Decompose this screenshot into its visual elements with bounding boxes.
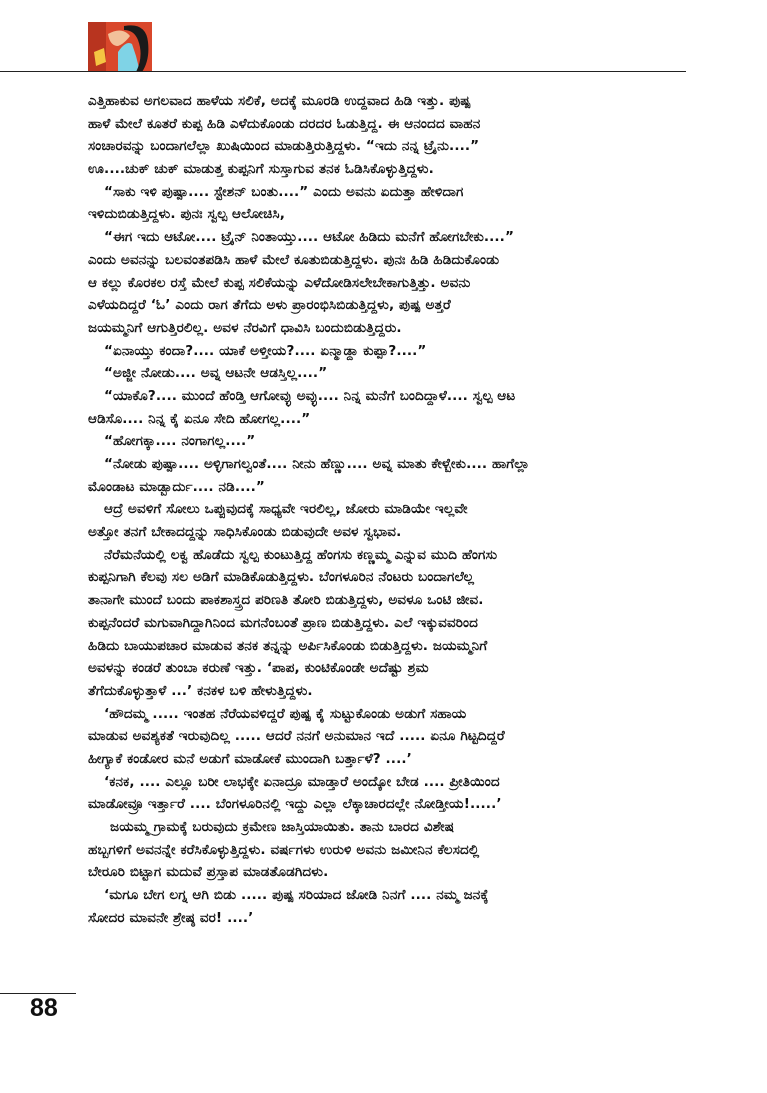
text-line: ಅತ್ತೋ ತನಗೆ ಬೇಕಾದದ್ದನ್ನು ಸಾಧಿಸಿಕೊಂಡು ಬಿಡುವುದೇ ಅವಳ ಸ್ವಭಾವ.	[88, 524, 402, 541]
text-line: ಊ....ಚುಕ್ ಚುಕ್ ಮಾಡುತ್ತ ಕುಪ್ಪನಿಗೆ ಸುಸ್ತಾಗುವ ತನಕ ಓಡಿಸಿಕೊಳ್ಳುತ್ತಿದ್ದಳು.	[88, 161, 434, 178]
page-number: 88	[30, 994, 58, 1022]
text-line: ಕುಪ್ಪನಿಗಾಗಿ ಕೆಲವು ಸಲ ಅಡಿಗೆ ಮಾಡಿಕೊಡುತ್ತಿದ್ದಳು. ಬೆಂಗಳೂರಿನ ನೆಂಟರು ಬಂದಾಗಲೆಲ್ಲ	[88, 569, 474, 586]
text-line: ಸೋದರ ಮಾವನೇ ಶ್ರೇಷ್ಠ ವರ! ....’	[88, 909, 254, 926]
text-line: ಸಂಚಾರವನ್ನು ಬಂದಾಗಲೆಲ್ಲಾ ಖುಷಿಯಿಂದ ಮಾಡುತ್ತಿರುತ್ತಿದ್ದಳು. “ಇದು ನನ್ನ ಟ್ರೈನು....”	[88, 138, 480, 155]
text-line: ‘ಹೌದಮ್ಮ ..... ಇಂತಹ ನೆರೆಯವಳಿದ್ದರೆ ಪುಷ್ಪ ಕೈ ಸುಟ್ಟುಕೊಂಡು ಅಡುಗೆ ಸಹಾಯ	[104, 705, 467, 722]
text-line: ಬೇರೂರಿ ಬಿಟ್ಟಾಗ ಮದುವೆ ಪ್ರಸ್ತಾಪ ಮಾಡತೊಡಗಿದಳು.	[88, 864, 329, 881]
text-line: ಮೊಂಡಾಟ ಮಾಡ್ಬಾರ್ದು.... ನಡಿ....”	[88, 478, 265, 495]
text-line: ಹಬ್ಬಗಳಿಗೆ ಅವನನ್ನೇ ಕರೆಸಿಕೊಳ್ಳುತ್ತಿದ್ದಳು. ವರ್ಷಗಳು ಉರುಳಿ ಅವನು ಜಮೀನಿನ ಕೆಲಸದಲ್ಲಿ	[88, 841, 480, 858]
body-text	[88, 90, 674, 929]
text-line: ಅವಳನ್ನು ಕಂಡರೆ ತುಂಬಾ ಕರುಣೆ ಇತ್ತು. ‘ಪಾಪ, ಕುಂಟಿಕೊಂಡೇ ಅದೆಷ್ಟು ಶ್ರಮ	[88, 660, 429, 677]
text-line: ‘ಕನಕ, .... ಎಲ್ಲೂ ಬರೀ ಲಾಭಕ್ಕೇ ಏನಾದ್ರೂ ಮಾಡ್ತಾರೆ ಅಂದ್ಕೋ ಬೇಡ .... ಪ್ರೀತಿಯಿಂದ	[104, 773, 500, 790]
text-line: ಹೀಗ್ಯಾಕೆ ಕಂಡೋರ ಮನೆ ಅಡುಗೆ ಮಾಡೋಕೆ ಮುಂದಾಗಿ ಬರ್ತ್ತಾಳೆ? ....’	[88, 750, 412, 767]
text-line: ಮಾಡೋವ್ರೂ ಇರ್ತ್ತಾರೆ .... ಬೆಂಗಳೂರಿನಲ್ಲಿ ಇದ್ದು ಎಲ್ಲಾ ಲೆಕ್ಕಾಚಾರದಲ್ಲೇ ನೋಡ್ತೀಯ!.....’	[88, 796, 502, 813]
text-line: “ಯಾಕೊ?.... ಮುಂದೆ ಹೆಂಡ್ತಿ ಆಗೋವ್ಳು ಅವ್ಳು.... ನಿನ್ನ ಮನೆಗೆ ಬಂದಿದ್ದಾಳೆ.... ಸ್ವಲ್ಪ ಆಟ	[104, 387, 516, 404]
text-line: ಹಾಳೆ ಮೇಲೆ ಕೂತರೆ ಕುಪ್ಪ ಹಿಡಿ ಎಳೆದುಕೊಂಡು ದರದರ ಓಡುತ್ತಿದ್ದ. ಈ ಆನಂದದ ವಾಹನ	[88, 115, 481, 132]
text-line: ಇಳಿದುಬಿಡುತ್ತಿದ್ದಳು. ಪುನಃ ಸ್ವಲ್ಪ ಆಲೋಚಿಸಿ,	[88, 206, 285, 223]
text-line: ಎತ್ತಿಹಾಕುವ ಅಗಲವಾದ ಹಾಳೆಯ ಸಲಿಕೆ, ಅದಕ್ಕೆ ಮೂರಡಿ ಉದ್ದವಾದ ಹಿಡಿ ಇತ್ತು. ಪುಷ್ಪ	[88, 93, 471, 109]
text-line: “ಸಾಕು ಇಳಿ ಪುಷ್ಪಾ.... ಸ್ಟೇಶನ್ ಬಂತು....” ಎಂದು ಅವನು ಏದುತ್ತಾ ಹೇಳಿದಾಗ	[104, 183, 464, 200]
text-line: ನೆರೆಮನೆಯಲ್ಲಿ ಲಕ್ವ ಹೊಡೆದು ಸ್ವಲ್ಪ ಕುಂಟುತ್ತಿದ್ದ ಹೆಂಗಸು ಕಣ್ಣಮ್ಮ ಎನ್ನುವ ಮುದಿ ಹೆಂಗಸು	[104, 546, 498, 563]
text-line: ಆಡಿಸೊ.... ನಿನ್ನ ಕೈ ಏನೂ ಸೇದಿ ಹೋಗಲ್ಲ....”	[88, 410, 311, 427]
text-line: ಜಯಮ್ಮನಿಗೆ ಆಗುತ್ತಿರಲಿಲ್ಲ. ಅವಳ ನೆರವಿಗೆ ಧಾವಿಸಿ ಬಂದುಬಿಡುತ್ತಿದ್ದರು.	[88, 319, 402, 336]
text-line: ಆದ್ರೆ ಅವಳಿಗೆ ಸೋಲು ಒಪ್ಪುವುದಕ್ಕೆ ಸಾಧ್ಯವೇ ಇರಲಿಲ್ಲ, ಜೋರು ಮಾಡಿಯೇ ಇಲ್ಲವೇ	[104, 501, 468, 518]
text-line: ಕುಪ್ಪನೆಂದರೆ ಮಗುವಾಗಿದ್ದಾಗಿನಿಂದ ಮಗನೆಂಬಂತೆ ಪ್ರಾಣ ಬಿಡುತ್ತಿದ್ದಳು. ಎಲೆ ಇಕ್ಕುವವರಿಂದ	[88, 614, 478, 631]
text-line: ಎಳೆಯದಿದ್ದರೆ ‘ಓ’ ಎಂದು ರಾಗ ತೆಗೆದು ಅಳು ಪ್ರಾರಂಭಿಸಿಬಿಡುತ್ತಿದ್ದಳು, ಪುಷ್ಪ ಅತ್ತರೆ	[88, 297, 451, 314]
text-line: ಜಯಮ್ಮ ಗ್ರಾಮಕ್ಕೆ ಬರುವುದು ಕ್ರಮೇಣ ಜಾಸ್ತಿಯಾಯಿತು. ತಾನು ಬಾರದ ವಿಶೇಷ	[110, 819, 455, 835]
text-line: ತಾನಾಗೇ ಮುಂದೆ ಬಂದು ಪಾಕಶಾಸ್ತ್ರದ ಪರಿಣತಿ ತೋರಿ ಬಿಡುತ್ತಿದ್ದಳು, ಅವಳೂ ಒಂಟಿ ಜೀವ.	[88, 592, 484, 609]
text-line: ಆ ಕಲ್ಲು ಕೊರಕಲ ರಸ್ತೆ ಮೇಲೆ ಕುಪ್ಪ ಸಲಿಕೆಯನ್ನು ಎಳೆದೋಡಿಸಲೇಬೇಕಾಗುತ್ತಿತ್ತು. ಅವನು	[88, 274, 471, 291]
text-line: “ಈಗ ಇದು ಆಟೋ.... ಟ್ರೈನ್ ನಿಂತಾಯ್ತು.... ಆಟೋ ಹಿಡಿದು ಮನೆಗೆ ಹೋಗಬೇಕು....”	[104, 229, 514, 246]
text-line: “ಹೋಗಕ್ಕಾ.... ನಂಗಾಗಲ್ಲ....”	[104, 433, 256, 450]
text-line: “ನೋಡು ಪುಷ್ಪಾ.... ಅಳ್ಳಿಗಾಗಲ್ವಂತೆ.... ನೀನು ಹೆಣ್ಣು.... ಅವ್ನ ಮಾತು ಕೇಳ್ಬೇಕು.... ಹಾಗೆಲ್ಲಾ	[104, 456, 530, 472]
header-rule	[0, 71, 686, 72]
publication-logo	[88, 22, 152, 72]
text-line: ಎಂದು ಅವನನ್ನು ಬಲವಂತಪಡಿಸಿ ಹಾಳೆ ಮೇಲೆ ಕೂತುಬಿಡುತ್ತಿದ್ದಳು. ಪುನಃ ಹಿಡಿ ಹಿಡಿದುಕೊಂಡು	[88, 251, 500, 268]
text-line: “ಅಜ್ಜೀ ನೋಡು.... ಅವ್ನ ಆಟನೇ ಆಡಸ್ತಿಲ್ಲ....”	[104, 365, 328, 382]
text-line: ತೆಗೆದುಕೊಳ್ಳುತ್ತಾಳೆ ...’ ಕನಕಳ ಬಳಿ ಹೇಳುತ್ತಿದ್ದಳು.	[88, 682, 313, 699]
text-line: ಹಿಡಿದು ಬಾಯುಪಚಾರ ಮಾಡುವ ತನಕ ತನ್ನನ್ನು ಅರ್ಪಿಸಿಕೊಂಡು ಬಿಡುತ್ತಿದ್ದಳು. ಜಯಮ್ಮನಿಗೆ	[88, 637, 488, 654]
text-line: “ಏನಾಯ್ತು ಕಂದಾ?.... ಯಾಕೆ ಅಳ್ತೀಯ?.... ಏನ್ಮಾಡ್ದಾ ಕುಪ್ಪಾ?....”	[104, 342, 427, 359]
text-line: ‘ಮಗೂ ಬೇಗ ಲಗ್ನ ಆಗಿ ಬಿಡು ..... ಪುಷ್ಪ ಸರಿಯಾದ ಜೋಡಿ ನಿನಗೆ .... ನಮ್ಮ ಜನಕ್ಕೆ	[104, 887, 489, 904]
text-line: ಮಾಡುವ ಅವಶ್ಯಕತೆ ಇರುವುದಿಲ್ಲ ..... ಆದರೆ ನನಗೆ ಅನುಮಾನ ಇದೆ ..... ಏನೂ ಗಿಟ್ಟದಿದ್ದರೆ	[88, 728, 505, 745]
